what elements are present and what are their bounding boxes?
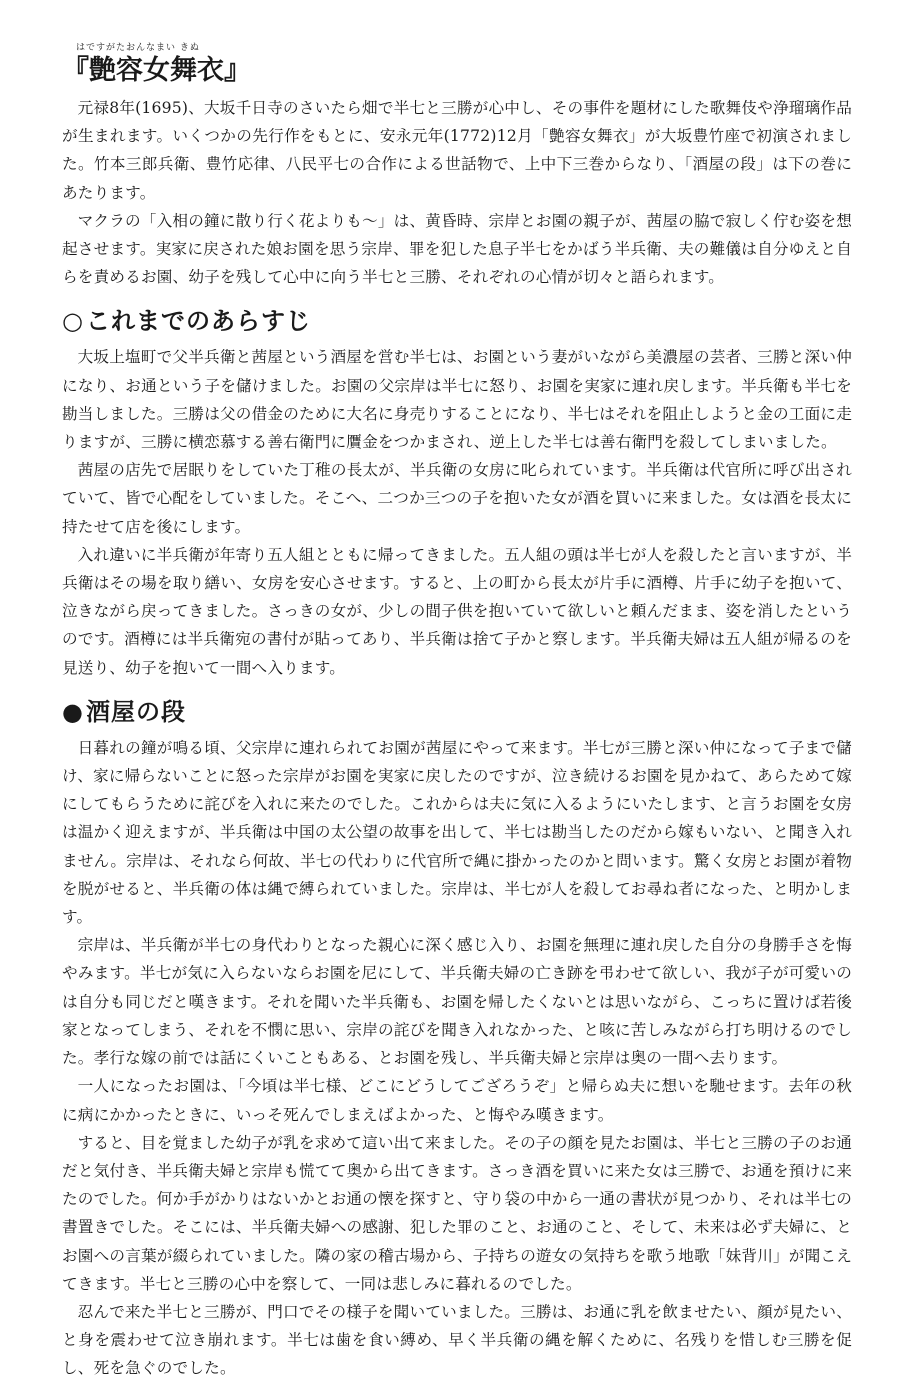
intro-paragraph: 元禄8年(1695)、大坂千日寺のさいたら畑で半七と三勝が心中し、その事件を題材にした歌舞伎や浄瑠璃作品が生まれます。いくつかの先行作をもとに、安永元年(1772)12月「艶容女舞衣」が大坂豊竹座で初演されました。竹本三郎兵衛、豊竹応律、八民平七の合作による世話物で、上中下三巻からなり、「酒屋の段」は下の巻にあたります。 — [62, 99, 852, 202]
sakaya-paragraph: 一人になったお園は、「今頃は半七様、どこにどうしてござろうぞ」と帰らぬ夫に想いを馳せます。去年の秋に病にかかったときに、いっそ死んでしまえばよかった、と悔やみ嘆きます。 — [62, 1077, 852, 1124]
synopsis-section — [62, 343, 852, 681]
intro-paragraph: マクラの「入相の鐘に散り行く花よりも～」は、黄昏時、宗岸とお園の親子が、茜屋の脇で寂しく佇む姿を想起させます。実家に戻された娘お園を思う宗岸、罪を犯した息子半七をかばう半兵衛、夫の難儀は自分ゆえと自らを責めるお園、幼子を残して心中に向う半七と三勝、それぞれの心情が切々と語られます。 — [62, 211, 852, 287]
section-heading-text: これまでのあらすじ — [85, 306, 311, 336]
title-reading: はですがたおんなまい きぬ — [76, 43, 200, 53]
section-heading-text: 酒屋の段 — [85, 696, 186, 726]
sakaya-paragraph: 宗岸は、半兵衛が半七の身代わりとなった親心に深く感じ入り、お園を無理に連れ戻した自分の身勝手さを悔やみます。半七が気に入らないならお園を尼にして、半兵衛夫婦の亡き跡を弔わせて欲しい、我が子が可愛いのは自分も同じだと嘆きます。それを聞いた半兵衛も、お園を帰したくないとは思いながら、こっちに置けば若後家となってしまう、それを不憫に思い、宗岸の詫びを聞き入れなかった、と咳に苦しみながら打ち明けるのでした。孝行な嫁の前では話にくいこともある、とお園を残し、半兵衛夫婦と宗岸は奥の一間へ去ります。 — [62, 936, 852, 1068]
intro-section — [62, 94, 852, 291]
sakaya-section — [62, 734, 852, 1383]
synopsis-paragraph: 茜屋の店先で居眠りをしていた丁稚の長太が、半兵衛の女房に叱られています。半兵衛は代官所に呼び出されていて、皆で心配をしていました。そこへ、二つか三つの子を抱いた女が酒を買いに来ました。女は酒を長太に持たせて店を後にします。 — [62, 461, 852, 536]
filled-circle-icon: ● — [62, 696, 84, 726]
synopsis-paragraph: 大坂上塩町で父半兵衛と茜屋という酒屋を営む半七は、お園という妻がいながら美濃屋の芸者、三勝と深い仲になり、お通という子を儲けました。お園の父宗岸は半七に怒り、お園を実家に連れ戻します。半兵衛も半七を勘当しました。三勝は父の借金のために大名に身売りすることになり、半七はそれを阻止しようと金の工面に走りますが、三勝に横恋慕する善右衛門に贋金をつかまされ、逆上した半七は善右衛門を殺してしまいました。 — [62, 348, 852, 452]
open-circle-icon: ○ — [62, 306, 84, 336]
sakaya-paragraph: 忍んで来た半七と三勝が、門口でその様子を聞いていました。三勝は、お通に乳を飲ませたい、顔が見たい、と身を震わせて泣き崩れます。半七は歯を食い縛め、早く半兵衛の縄を解くために、名残りを惜しむ三勝を促し、死を急ぐのでした。 — [62, 1302, 852, 1378]
section-heading-sakaya — [62, 696, 852, 728]
section-heading-synopsis — [62, 305, 852, 337]
sakaya-paragraph: すると、目を覚ました幼子が乳を求めて這い出て来ました。その子の顔を見たお園は、半七と三勝の子のお通だと気付き、半兵衛夫婦と宗岸も慌てて奥から出てきます。さっき酒を買いに来た女は三勝で、お通を預けに来たのでした。何か手がかりはないかとお通の懐を探すと、守り袋の中から一通の書状が見つかり、それは半七の書置きでした。そこには、半兵衛夫婦への感謝、犯した罪のこと、お通のこと、そして、未来は必ず夫婦に、とお園への言葉が綴られていました。隣の家の稽古場から、子持ちの遊女の気持ちを歌う地歌「妹背川」が聞こえてきます。半七と三勝の心中を察して、一同は悲しみに暮れるのでした。 — [62, 1133, 852, 1293]
sakaya-paragraph: 日暮れの鐘が鳴る頃、父宗岸に連れられてお園が茜屋にやって来ます。半七が三勝と深い仲になって子まで儲け、家に帰らないことに怒った宗岸がお園を実家に戻したのですが、泣き続けるお園を見かねて、あらためて嫁にしてもらうために詫びを入れに来たのでした。これからは夫に気に入るようにいたします、と言うお園を女房は温かく迎えますが、半兵衛は中国の太公望の故事を出して、半七は勘当したのだから嫁もいない、と聞き入れません。宗岸は、それなら何故、半七の代わりに代官所で縄に掛かったのかと問います。驚く女房とお園が着物を脱がせると、半兵衛の体は縄で縛られていました。宗岸は、半七が人を殺してお尋ね者になった、と明かします。 — [62, 738, 852, 927]
synopsis-paragraph: 入れ違いに半兵衛が年寄り五人組とともに帰ってきました。五人組の頭は半七が人を殺したと言いますが、半兵衛はその場を取り繕い、女房を安心させます。すると、上の町から長太が片手に酒樽、片手に幼子を抱いて、泣きながら戻ってきました。さっきの女が、少しの間子供を抱いていて欲しいと頼んだまま、姿を消したというのです。酒樽には半兵衛宛の書付が貼ってあり、半兵衛は捨て子かと察します。半兵衛夫婦は五人組が帰るのを見送り、幼子を抱いて一間へ入ります。 — [62, 545, 852, 677]
document-body — [62, 42, 852, 1383]
page-title: 『艶容女舞衣』 — [62, 55, 251, 86]
